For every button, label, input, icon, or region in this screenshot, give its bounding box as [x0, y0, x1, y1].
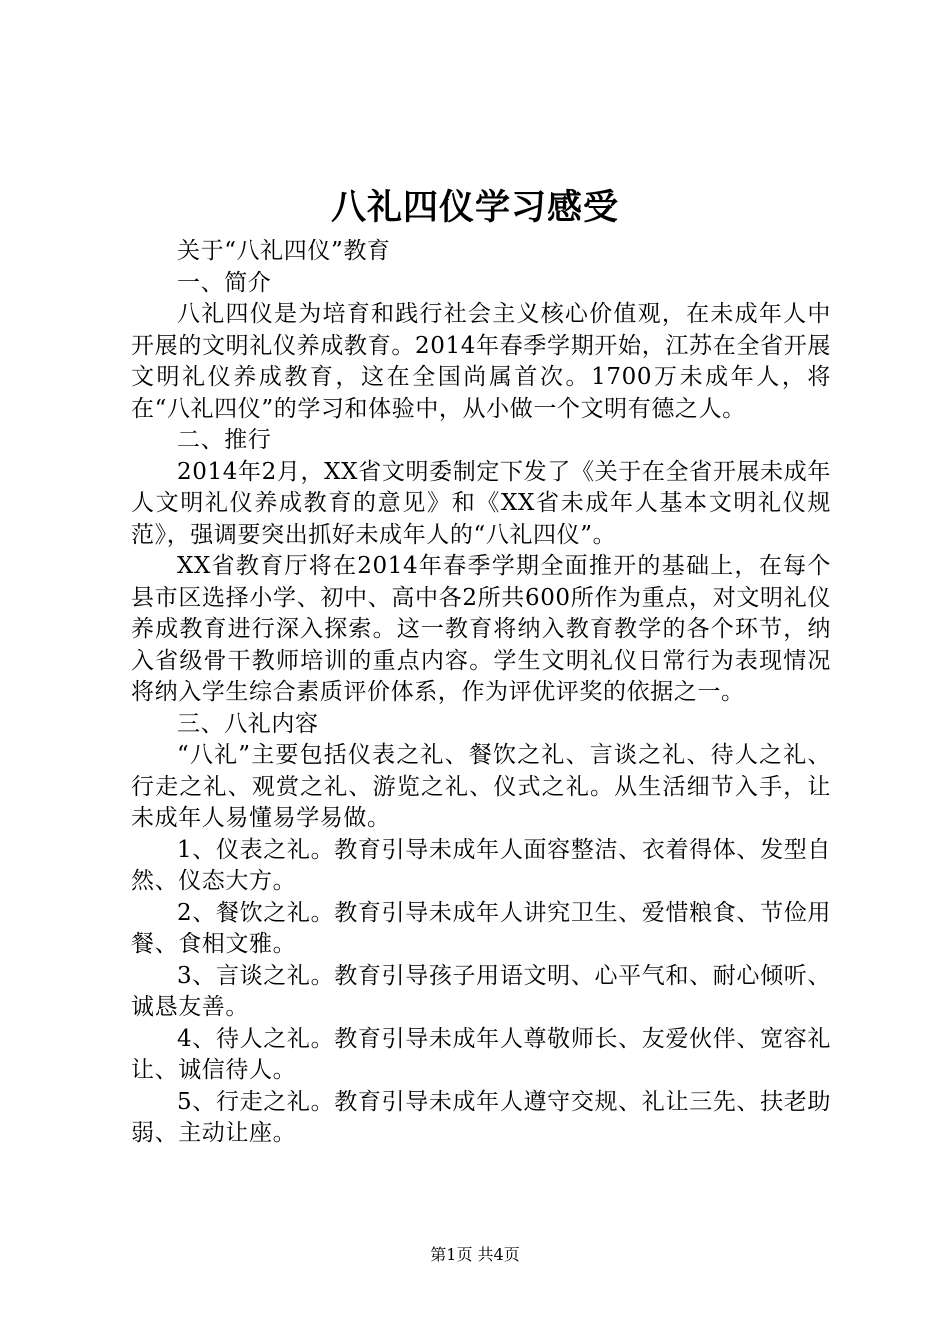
paragraph-eight-rites: “八礼”主要包括仪表之礼、餐饮之礼、言谈之礼、待人之礼、行走之礼、观赏之礼、游览之礼、仪式之礼。从生活细节入手，让未成年人易懂易学易做。 — [131, 742, 831, 831]
section-heading-promotion: 二、推行 — [177, 427, 272, 453]
page-footer: 第1页 共4页 — [430, 1245, 520, 1264]
document-title: 八礼四仪学习感受 — [330, 187, 619, 228]
paragraph-promotion-1: 2014年2月，XX省文明委制定下发了《关于在全省开展未成年人文明礼仪养成教育的意见》和《XX省未成年人基本文明礼仪规范》，强调要突出抓好未成年人的“八礼四仪”。 — [131, 458, 831, 548]
list-item-speech: 3、言谈之礼。教育引导孩子用语文明、心平气和、耐心倾听、诚恳友善。 — [131, 962, 831, 1020]
list-item-walking: 5、行走之礼。教育引导未成年人遵守交规、礼让三先、扶老助弱、主动让座。 — [131, 1088, 831, 1146]
paragraph-intro: 八礼四仪是为培育和践行社会主义核心价值观，在未成年人中开展的文明礼仪养成教育。2014年春季学期开始，江苏在全省开展文明礼仪养成教育，这在全国尚属首次。1700万未成年人，将在“八礼四仪”的学习和体验中，从小做一个文明有德之人。 — [131, 301, 831, 422]
paragraph-promotion-2: XX省教育厅将在2014年春季学期全面推开的基础上，在每个县市区选择小学、初中、高中各2所共600所作为重点，对文明礼仪养成教育进行深入探索。这一教育将纳入教育教学的各个环节，纳入省级骨干教师培训的重点内容。学生文明礼仪日常行为表现情况将纳入学生综合素质评价体系，作为评优评奖的依据之一。 — [131, 553, 831, 705]
section-heading-eight-rites: 三、八礼内容 — [177, 710, 319, 737]
list-item-dining: 2、餐饮之礼。教育引导未成年人讲究卫生、爱惜粮食、节俭用餐、食相文雅。 — [131, 899, 831, 957]
document-body — [131, 236, 831, 1150]
paragraph-heading: 关于“八礼四仪”教育 — [177, 238, 391, 264]
section-heading-intro: 一、简介 — [177, 269, 272, 296]
list-item-hospitality: 4、待人之礼。教育引导未成年人尊敬师长、友爱伙伴、宽容礼让、诚信待人。 — [131, 1025, 831, 1083]
list-item-appearance: 1、仪表之礼。教育引导未成年人面容整洁、衣着得体、发型自然、仪态大方。 — [131, 836, 831, 894]
